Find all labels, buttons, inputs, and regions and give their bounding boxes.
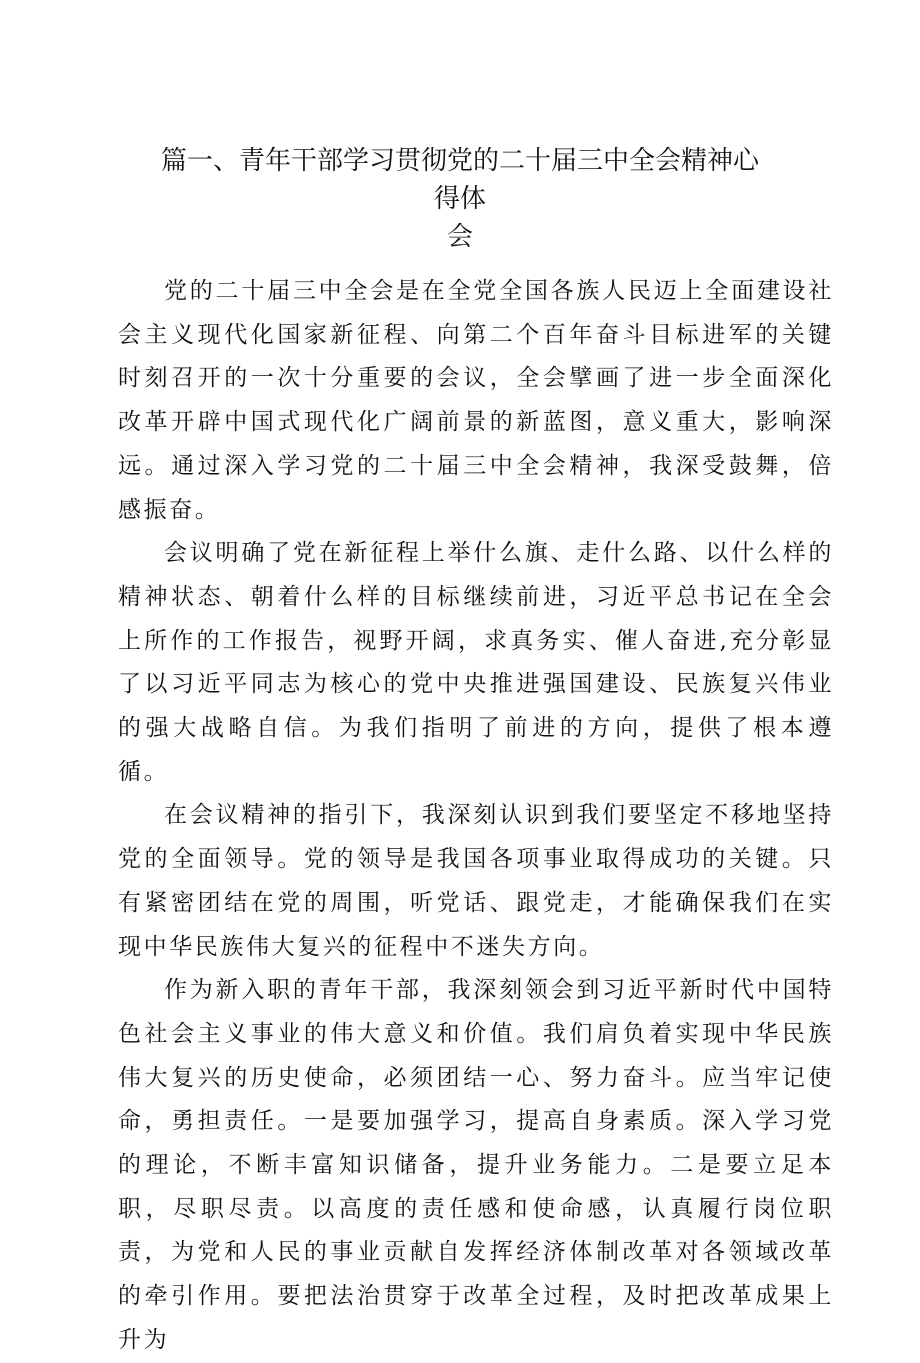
title-line-2: 会 <box>446 222 473 252</box>
document-body <box>118 270 834 1363</box>
paragraph-2: 会议明确了党在新征程上举什么旗、走什么路、以什么样的精神状态、朝着什么样的目标继续前进，习近平总书记在全会上所作的工作报告，视野开阔，求真务实、催人奋进,充分彰显了以习近平同志为核心的党中央推进强国建设、民族复兴伟业的强大战略自信。为我们指明了前进的方向，提供了根本遵循。 <box>118 540 834 785</box>
document-title <box>150 142 770 256</box>
title-line-1: 篇一、青年干部学习贯彻党的二十届三中全会精神心得体 <box>160 146 759 214</box>
paragraph-1: 党的二十届三中全会是在全党全国各族人民迈上全面建设社会主义现代化国家新征程、向第二个百年奋斗目标进军的关键时刻召开的一次十分重要的会议，全会擘画了进一步全面深化改革开辟中国式现代化广阔前景的新蓝图，意义重大，影响深远。通过深入学习党的二十届三中全会精神，我深受鼓舞，倍感振奋。 <box>118 278 834 523</box>
paragraph-3: 在会议精神的指引下，我深刻认识到我们要坚定不移地坚持党的全面领导。党的领导是我国各项事业取得成功的关键。只有紧密团结在党的周围，听党话、跟党走，才能确保我们在实现中华民族伟大复兴的征程中不迷失方向。 <box>118 802 834 960</box>
paragraph-4: 作为新入职的青年干部，我深刻领会到习近平新时代中国特色社会主义事业的伟大意义和价值。我们肩负着实现中华民族伟大复兴的历史使命，必须团结一心、努力奋斗。应当牢记使命，勇担责任。一是要加强学习，提高自身素质。深入学习党的理论，不断丰富知识储备，提升业务能力。二是要立足本职，尽职尽责。以高度的责任感和使命感，认真履行岗位职责，为党和人民的事业贡献自发挥经济体制改革对各领域改革的牵引作用。要把法治贯穿于改革全过程，及时把改革成果上升为 <box>118 977 834 1353</box>
